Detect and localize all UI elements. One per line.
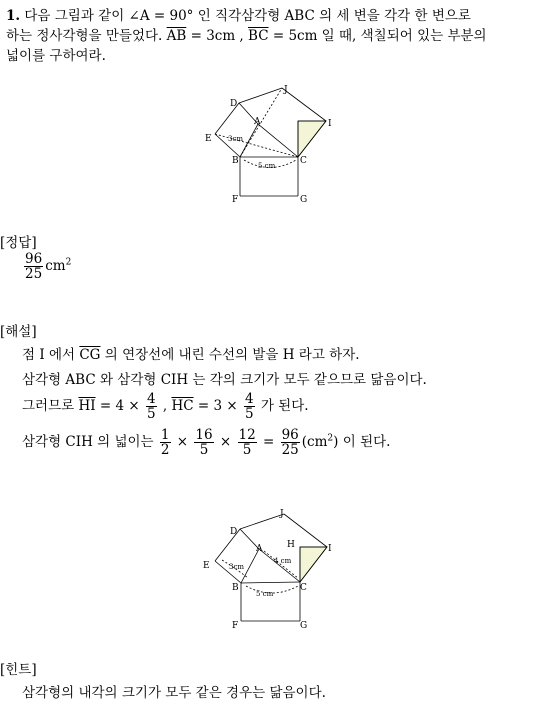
problem-text-3: 넓이를 구하여라.: [6, 48, 106, 64]
fig1-label-d: D: [230, 99, 238, 109]
fig1-ab-length: 3cm: [228, 135, 244, 143]
solution-text-3d: = 3 ×: [193, 398, 238, 414]
problem-line-1: [6, 6, 471, 26]
fig1-label-g: G: [300, 195, 308, 205]
solution-text-4a: 삼각형 CIH 의 넓이는: [22, 434, 154, 450]
fig2-label-b: B: [232, 583, 239, 593]
frac-den: 2: [160, 442, 170, 458]
fig2-label-e: E: [203, 561, 210, 571]
segment-ab: $\overline{AB}$: [166, 28, 187, 44]
times-sign: ×: [219, 434, 232, 450]
frac-num: 16: [195, 427, 213, 443]
fig1-bc-length: 5 cm: [258, 162, 276, 170]
answer-label: [정답]: [0, 235, 37, 251]
fig1-label-e: E: [205, 134, 212, 144]
solution-line-3: [22, 392, 309, 421]
solution-text-1a: 점 I 에서: [22, 347, 76, 363]
fraction-1-2: [160, 428, 171, 457]
answer-exponent: 2: [65, 257, 72, 268]
frac-num: 96: [281, 427, 299, 443]
frac-den: 5: [242, 442, 252, 458]
unit: (cm: [301, 434, 328, 450]
fraction-4-5-b: [244, 392, 255, 421]
fig2-label-c: C: [300, 583, 307, 593]
fig2-label-g: G: [300, 621, 308, 631]
fig1-label-i: I: [328, 119, 332, 129]
frac-num: 4: [146, 391, 156, 407]
problem-text-2a: 하는 정사각형을 만들었다.: [6, 28, 163, 44]
fraction-4-5-a: [146, 392, 157, 421]
fig1-label-a: A: [254, 117, 261, 127]
fig2-bc-length: 5 cm: [256, 590, 274, 598]
answer-unit: cm: [45, 258, 66, 274]
figure-2: [0, 502, 533, 632]
fig1-label-b: B: [232, 156, 239, 166]
fig2-label-h: H: [287, 540, 295, 550]
frac-den: 25: [281, 442, 299, 458]
equals-sign: =: [262, 434, 275, 450]
fig2-label-a: A: [256, 544, 263, 554]
solution-line-4: [22, 428, 390, 457]
answer-numerator: 96: [25, 251, 43, 267]
solution-comma: ,: [162, 398, 168, 414]
fig2-label-i: I: [328, 544, 332, 554]
frac-den: 5: [199, 442, 209, 458]
solution-text-2: 삼각형 ABC 와 삼각형 CIH 는 각의 크기가 모두 같으므로 닮음이다.: [22, 372, 427, 388]
fig1-label-f: F: [232, 195, 239, 205]
solution-text-3a: 그러므로: [22, 398, 75, 414]
fig2-label-d: D: [230, 527, 238, 537]
problem-line-2: [6, 26, 487, 46]
problem-text-1: 다음 그림과 같이 ∠A = 90° 인 직각삼각형 ABC 의 세 변을 각각 한 변으로: [24, 8, 471, 24]
solution-label: [해설]: [0, 324, 37, 340]
hint-text: 삼각형의 내각의 크기가 모두 같은 경우는 닮음이다.: [22, 685, 326, 701]
segment-bc: $\overline{BC}$: [248, 28, 269, 44]
problem-text-2c: = 5cm 일 때, 색칠되어 있는 부분의: [268, 28, 487, 44]
problem-number: 1.: [6, 8, 21, 24]
fig2-label-f: F: [232, 621, 239, 631]
answer-denominator: 25: [25, 266, 43, 282]
frac-num: 12: [238, 427, 256, 443]
segment-cg: $\overline{CG}$: [79, 347, 101, 363]
problem-text-2b: = 3cm ,: [186, 28, 244, 44]
unit-close: ): [333, 434, 339, 450]
figure-1: [0, 80, 533, 210]
fig2-label-j: J: [280, 509, 284, 519]
frac-den: 5: [244, 406, 254, 422]
fraction-96-25: [281, 428, 300, 457]
fraction-12-5: [238, 428, 257, 457]
segment-hi: $\overline{HI}$: [78, 398, 96, 414]
fig2-ab-length: 3cm: [229, 563, 245, 571]
fig1-label-c: C: [300, 156, 307, 166]
solution-text-3b: = 4 ×: [95, 398, 140, 414]
unit-exponent: 2: [327, 433, 334, 444]
frac-den: 5: [146, 406, 156, 422]
fraction-16-5: [194, 428, 213, 457]
times-sign: ×: [176, 434, 189, 450]
hint-label: [힌트]: [0, 662, 37, 678]
solution-line-1: [22, 345, 360, 365]
problem-line-3: [6, 46, 106, 66]
solution-text-3e: 가 된다.: [260, 398, 309, 414]
answer-value: [22, 252, 71, 281]
segment-hc: $\overline{HC}$: [171, 398, 194, 414]
solution-line-2: [22, 370, 427, 390]
fig1-label-j: J: [284, 85, 288, 95]
fig2-ac-length: 4 cm: [274, 557, 292, 565]
solution-text-1b: 의 연장선에 내린 수선의 발을 H 라고 하자.: [104, 347, 360, 363]
frac-num: 4: [244, 391, 254, 407]
frac-num: 1: [160, 427, 170, 443]
solution-text-4b: 이 된다.: [342, 434, 391, 450]
answer-fraction: [24, 252, 43, 281]
